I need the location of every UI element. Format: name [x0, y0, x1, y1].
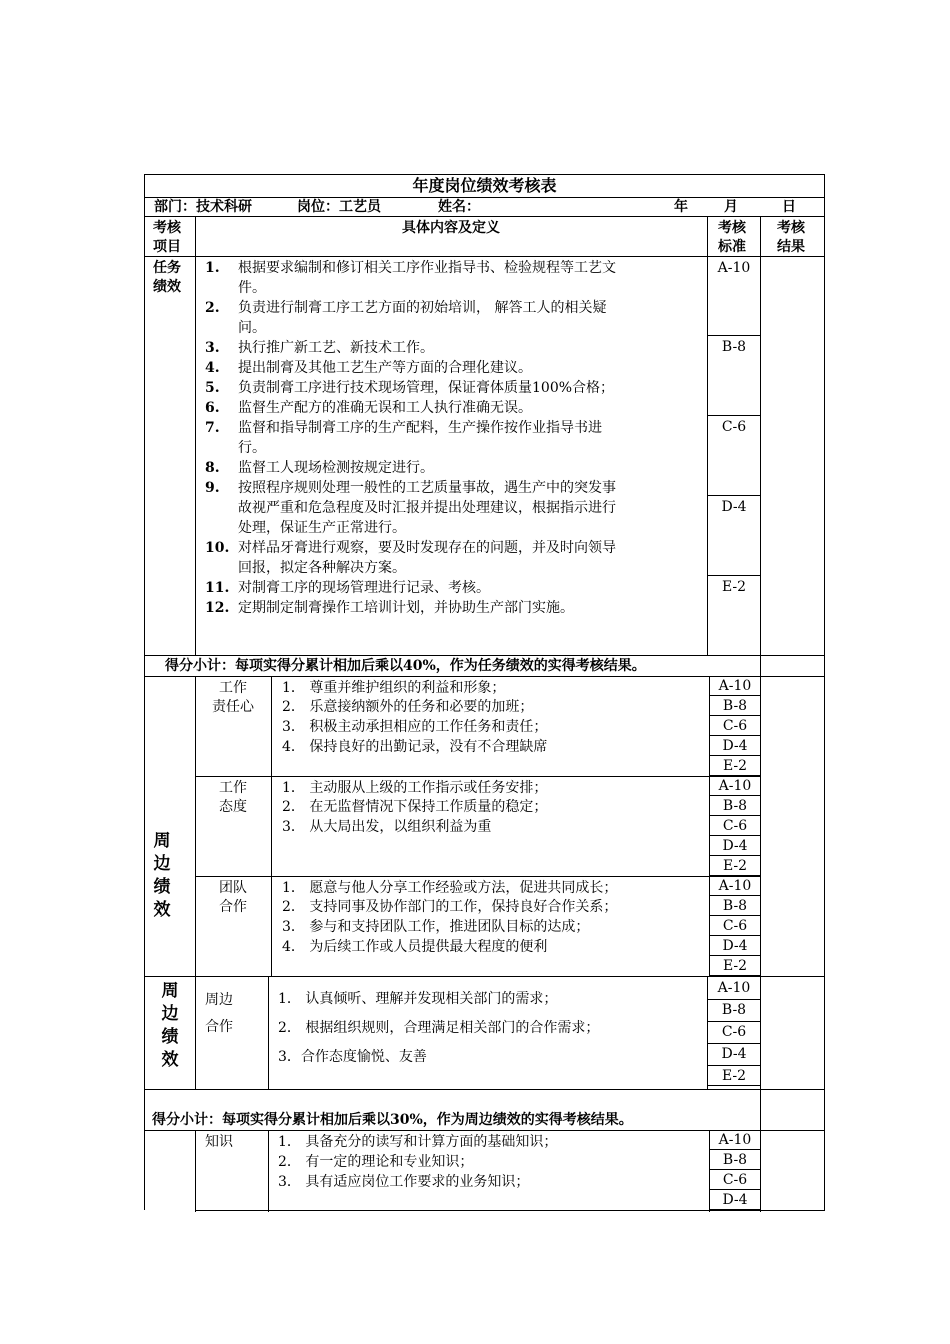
know-item-1: 1． 具备充分的读写和计算方面的基础知识；: [278, 1134, 558, 1150]
col-item-head-1: 考核: [153, 220, 181, 236]
peri-group3-item-2: 2． 支持同事及协作部门的工作，保持良好合作关系；: [282, 899, 618, 915]
task-grade-rule-2: [707, 415, 760, 416]
peri-group3-item-1: 1． 愿意与他人分享工作经验或方法，促进共同成长；: [282, 880, 618, 896]
peri-grade-g1-cell: [710, 756, 760, 776]
task-item-text: 对样品牙膏进行观察，要及时发现存在的问题，并及时向领导: [238, 540, 616, 556]
peri2-bottom: [144, 1089, 825, 1090]
peri-subtotal: 得分小计：每项实得分累计相加后乘以30%，作为周边绩效的实得考核结果。: [152, 1112, 633, 1128]
task-item-text: 按照程序规则处理一般性的工艺质量事故，遇生产中的突发事: [238, 480, 616, 496]
peri2-name-1: 周边: [205, 992, 233, 1008]
peri2-grade-cell: [708, 1000, 760, 1022]
peri-grade-g1-value: A-10: [718, 678, 752, 694]
peri-grade-g2-value: D-4: [722, 838, 748, 854]
peri-grade-g2-value: A-10: [718, 778, 752, 794]
peri-grade-g2-value: E-2: [722, 858, 748, 874]
peri-group2-name-2: 态度: [219, 799, 247, 815]
peri-grade-g1-value: B-8: [722, 698, 748, 714]
peri-group1-item-2: 2． 乐意接纳额外的任务和必要的加班；: [282, 699, 534, 715]
peri2-grade-cell: [708, 1066, 760, 1086]
border-right: [824, 174, 825, 1210]
peri-grade-g3-cell: [710, 896, 760, 916]
task-item-text: 负责制膏工序进行技术现场管理，保证膏体质量100%合格；: [238, 380, 615, 396]
task-item-text: 负责进行制膏工序工艺方面的初始培训， 解答工人的相关疑: [238, 300, 607, 316]
task-item-text: 问。: [238, 320, 266, 336]
form-title: 年度岗位绩效考核表: [412, 176, 557, 195]
peri2-label-2: 边: [161, 1004, 179, 1024]
task-item-text: 监督和指导制膏工序的生产配料，生产操作按作业指导书进: [238, 420, 602, 436]
peri2-grade-value: A-10: [717, 980, 751, 996]
dept-label: 部门：技术科研: [154, 199, 252, 215]
know-grade-value: D-4: [722, 1192, 748, 1208]
task-item-text: 件。: [238, 280, 266, 296]
know-grade-cell: [710, 1170, 760, 1190]
task-item-number: 10.: [205, 540, 230, 556]
task-item-text: 定期制定制膏操作工培训计划，并协助生产部门实施。: [238, 600, 574, 616]
peri2-grade-cell: [708, 1044, 760, 1066]
peri-grade-g3-value: E-2: [722, 958, 748, 974]
task-grade-e: E-2: [721, 579, 747, 595]
know-label-divider: [195, 1130, 196, 1212]
know-grade-cell: [710, 1150, 760, 1170]
col-std-head-1: 考核: [718, 220, 746, 236]
peri-grade-g3-cell: [710, 876, 760, 896]
know-bottom: [195, 1210, 825, 1211]
peri-group-rule-1: [195, 776, 761, 777]
peri2-name-2: 合作: [205, 1019, 233, 1035]
task-item-text: 监督生产配方的准确无误和工人执行准确无误。: [238, 400, 532, 416]
peri-grade-g2-value: B-8: [722, 798, 748, 814]
peri-grade-g2-cell: [710, 836, 760, 856]
task-item-text: 对制膏工序的现场管理进行记录、考核。: [238, 580, 490, 596]
peri-group2-item-1: 1． 主动服从上级的工作指示或任务安排；: [282, 780, 548, 796]
task-grade-rule-4: [707, 575, 760, 576]
know-grade-value: B-8: [722, 1152, 748, 1168]
task-grade-b: B-8: [721, 339, 747, 355]
peri-group-rule-2: [195, 876, 761, 877]
know-grade-value: A-10: [718, 1132, 752, 1148]
peri-group1-item-1: 1． 尊重并维护组织的利益和形象；: [282, 680, 506, 696]
peri-grade-g2-value: C-6: [722, 818, 748, 834]
peri-grade-g1-cell: [710, 736, 760, 756]
peri-grade-g3-value: A-10: [718, 878, 752, 894]
peri-group2-item-3: 3． 从大局出发，以组织利益为重: [282, 819, 492, 835]
task-item-text: 处理，保证生产正常进行。: [238, 520, 406, 536]
col-std-head-2: 标准: [718, 239, 746, 255]
col-res-head-1: 考核: [777, 220, 805, 236]
peri-grade-g3-cell: [710, 916, 760, 936]
task-grade-rule-1: [707, 335, 760, 336]
peri-group3-item-4: 4． 为后续工作或人员提供最大程度的便利: [282, 939, 548, 955]
peri-group3-name-1: 团队: [219, 880, 247, 896]
peri-grade-g3-value: C-6: [722, 918, 748, 934]
day-label: 日: [782, 199, 796, 215]
know-name-divider: [268, 1130, 269, 1212]
peri-group1-item-4: 4． 保持良好的出勤记录，没有不合理缺席: [282, 739, 548, 755]
peri-group3-name-2: 合作: [219, 899, 247, 915]
peri-grade-g2-cell: [710, 796, 760, 816]
task-grade-c: C-6: [721, 419, 747, 435]
peri-grade-g1-value: E-2: [722, 758, 748, 774]
peri2-label-4: 效: [161, 1050, 179, 1070]
task-item-number: 9.: [205, 480, 220, 496]
task-item-number: 6.: [205, 400, 220, 416]
peri-group1-item-3: 3． 积极主动承担相应的工作任务和责任；: [282, 719, 548, 735]
task-item-number: 1.: [205, 260, 220, 276]
task-label-1: 任务: [153, 260, 181, 276]
peri-grade-g3-cell: [710, 956, 760, 976]
peri-grade-g1-cell: [710, 676, 760, 696]
peri-grade-g2-cell: [710, 856, 760, 876]
peri2-grade-value: C-6: [721, 1024, 747, 1040]
task-item-number: 4.: [205, 360, 220, 376]
task-item-number: 7.: [205, 420, 220, 436]
peri2-grade-value: B-8: [721, 1002, 747, 1018]
peri2-label-1: 周: [161, 981, 179, 1001]
peri-grade-g1-value: C-6: [722, 718, 748, 734]
task-item-text: 行。: [238, 440, 266, 456]
peri-group2-item-2: 2． 在无监督情况下保持工作质量的稳定；: [282, 799, 548, 815]
peri-label-4: 效: [153, 900, 171, 920]
peri2-label-3: 绩: [161, 1027, 179, 1047]
peri-group3-item-3: 3． 参与和支持团队工作，推进团队目标的达成；: [282, 919, 590, 935]
peri-group1-name-1: 工作: [219, 680, 247, 696]
know-item-3: 3． 具有适应岗位工作要求的业务知识；: [278, 1174, 530, 1190]
task-item-text: 根据要求编制和修订相关工序作业指导书、检验规程等工艺文: [238, 260, 616, 276]
task-grade-a: A-10: [717, 260, 751, 276]
border-left: [144, 174, 145, 1210]
peri-label-3: 绩: [153, 877, 171, 897]
task-item-text: 执行推广新工艺、新技术工作。: [238, 340, 434, 356]
peri-label-1: 周: [153, 831, 171, 851]
task-item-number: 11.: [205, 580, 230, 596]
col-content-head: 具体内容及定义: [402, 220, 500, 236]
task-item-number: 12.: [205, 600, 230, 616]
peri-grade-g3-value: B-8: [722, 898, 748, 914]
peri-grade-g2-cell: [710, 776, 760, 796]
peri2-item-1: 1． 认真倾听、理解并发现相关部门的需求；: [278, 991, 558, 1007]
peri-grade-g1-cell: [710, 716, 760, 736]
peri-group1-name-2: 责任心: [212, 699, 254, 715]
task-item-number: 5.: [205, 380, 220, 396]
peri-grade-g2-cell: [710, 816, 760, 836]
peri-bottom: [144, 976, 825, 977]
peri-label-2: 边: [153, 854, 171, 874]
know-item-2: 2． 有一定的理论和专业知识；: [278, 1154, 474, 1170]
peri2-item-3: 3．合作态度愉悦、友善: [278, 1049, 427, 1065]
task-grade-d: D-4: [721, 499, 747, 515]
task-item-text: 回报，拟定各种解决方案。: [238, 560, 406, 576]
post-label: 岗位：工艺员: [297, 199, 381, 215]
month-label: 月: [724, 199, 738, 215]
know-grade-cell: [710, 1190, 760, 1210]
peri-label-divider: [195, 676, 196, 976]
peri2-grade-value: E-2: [721, 1068, 747, 1084]
peri-grade-g3-value: D-4: [722, 938, 748, 954]
know-grade-value: C-6: [722, 1172, 748, 1188]
year-label: 年: [674, 199, 688, 215]
peri2-grade-cell: [708, 978, 760, 1000]
peri-name-divider: [271, 676, 272, 976]
task-item-number: 2.: [205, 300, 220, 316]
peri-grade-g1-cell: [710, 696, 760, 716]
task-item-number: 3.: [205, 340, 220, 356]
task-item-text: 监督工人现场检测按规定进行。: [238, 460, 434, 476]
peri-group2-name-1: 工作: [219, 780, 247, 796]
task-subtotal: 得分小计：每项实得分累计相加后乘以40%，作为任务绩效的实得考核结果。: [165, 658, 646, 674]
task-label-2: 绩效: [153, 279, 181, 295]
peri2-grade-cell: [708, 1022, 760, 1044]
task-item-number: 8.: [205, 460, 220, 476]
peri-grade-g3-cell: [710, 936, 760, 956]
peri2-item-2: 2． 根据组织规则，合理满足相关部门的合作需求；: [278, 1020, 600, 1036]
peri2-label-divider: [195, 976, 196, 1090]
col-std-right: [760, 216, 761, 1212]
name-label: 姓名：: [438, 199, 480, 215]
peri2-name-divider: [268, 976, 269, 1090]
know-name: 知识: [205, 1134, 233, 1150]
col-item-divider: [195, 216, 196, 655]
task-item-text: 提出制膏及其他工艺生产等方面的合理化建议。: [238, 360, 532, 376]
col-item-head-2: 项目: [153, 239, 181, 255]
col-res-head-2: 结果: [777, 239, 805, 255]
peri2-grade-value: D-4: [721, 1046, 747, 1062]
task-grade-rule-3: [707, 495, 760, 496]
know-grade-cell: [710, 1130, 760, 1150]
task-item-text: 故视严重和危急程度及时汇报并提出处理建议，根据指示进行: [238, 500, 616, 516]
peri-grade-g1-value: D-4: [722, 738, 748, 754]
rule-top: [144, 174, 825, 175]
